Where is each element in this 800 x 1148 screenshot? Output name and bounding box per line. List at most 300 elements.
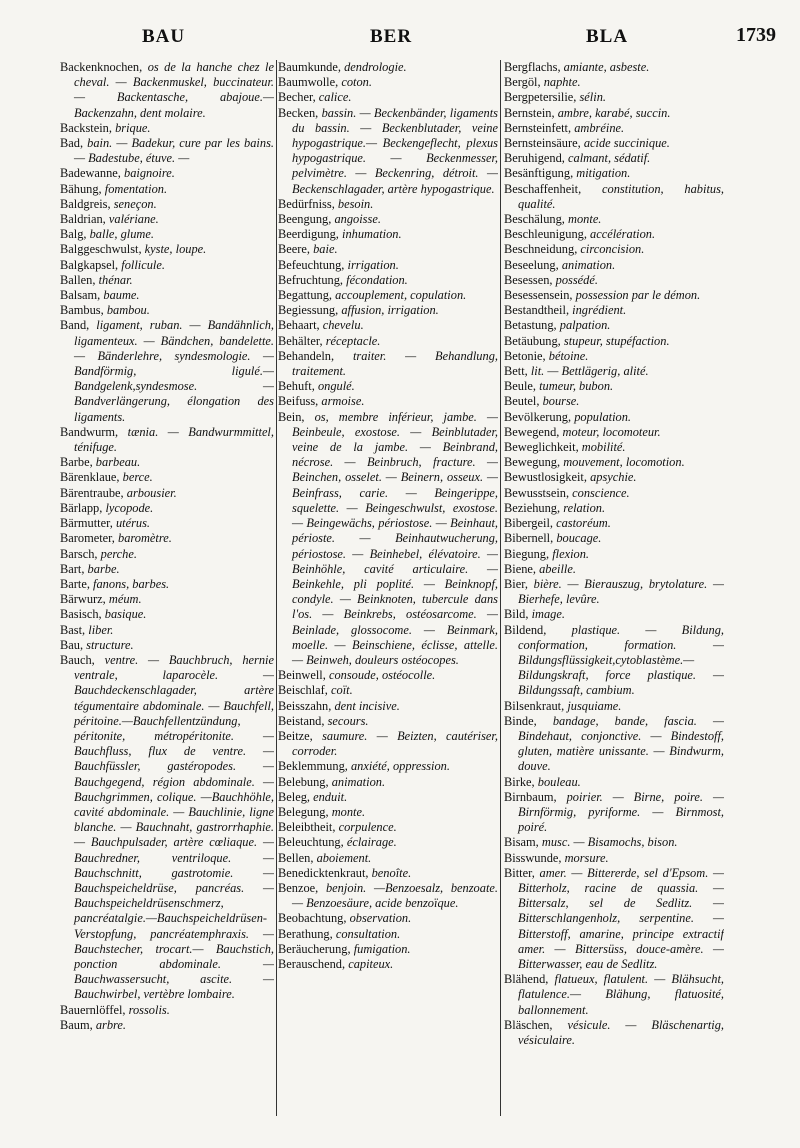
- entry-translation: mobilité.: [581, 440, 626, 455]
- entry-translation: irrigation.: [347, 257, 399, 272]
- entry-translation: possédé.: [555, 272, 598, 287]
- entry-translation: musc. — Bisamochs, bison.: [541, 835, 678, 850]
- dictionary-entry: [504, 106, 724, 121]
- entry-headword: Bau,: [60, 637, 84, 652]
- entry-headword: Bevölkerung,: [504, 409, 572, 424]
- entry-headword: Beistand,: [278, 713, 325, 728]
- dictionary-entry: [504, 303, 724, 318]
- entry-headword: Baldgreis,: [60, 196, 111, 211]
- entry-translation: bouleau.: [537, 774, 581, 789]
- dictionary-entry: [60, 121, 274, 136]
- entry-translation: bain. — Badekur, cure par les bains. — Badestube, étuve. —: [74, 136, 274, 166]
- entry-translation: traiter. — Behandlung, traitement.: [292, 348, 498, 379]
- dictionary-entry: [60, 501, 274, 516]
- dictionary-entry: [504, 714, 724, 775]
- guide-word-right: BLA: [586, 26, 629, 47]
- dictionary-entry: [278, 790, 498, 805]
- entry-translation: baromètre.: [118, 531, 172, 546]
- entry-translation: méum.: [108, 592, 142, 607]
- entry-headword: Baum,: [60, 1017, 93, 1032]
- entry-headword: Bernsteinfett,: [504, 120, 572, 135]
- entry-headword: Balsam,: [60, 288, 101, 303]
- dictionary-entry: [60, 638, 274, 653]
- entry-translation: inhumation.: [342, 227, 402, 242]
- entry-translation: fomentation.: [104, 181, 168, 196]
- dictionary-entry: [60, 212, 274, 227]
- entry-translation: baume.: [103, 288, 140, 303]
- dictionary-entry: [504, 121, 724, 136]
- dictionary-entry: [278, 258, 498, 273]
- dictionary-entry: [504, 136, 724, 151]
- entry-translation: brique.: [115, 120, 151, 135]
- entry-translation: flatueux, flatulent. — Blähsucht, flatulence.— Blähung, flatuosité, ballonnement.: [518, 972, 724, 1017]
- entry-headword: Beule,: [504, 379, 536, 394]
- entry-translation: calmant, sédatif.: [568, 151, 651, 166]
- dictionary-entry: [504, 455, 724, 470]
- entry-headword: Befruchtung,: [278, 272, 344, 287]
- entry-translation: observation.: [349, 911, 412, 926]
- dictionary-entry: [278, 851, 498, 866]
- entry-headword: Behuft,: [278, 379, 315, 394]
- entry-translation: poirier. — Birne, poire. — Birnförmig, pyriforme. — Birnmost, poiré.: [518, 789, 724, 835]
- dictionary-entry: [504, 851, 724, 866]
- dictionary-entry: [504, 166, 724, 181]
- dictionary-entry: [504, 349, 724, 364]
- entry-headword: Bauch,: [60, 652, 95, 667]
- entry-translation: benjoin. —Benzoesalz, benzoate. — Benzoesäure, acide benzoïque.: [292, 880, 498, 911]
- entry-headword: Behaart,: [278, 318, 320, 333]
- entry-headword: Besänftigung,: [504, 166, 574, 181]
- dictionary-entry: [504, 410, 724, 425]
- entry-headword: Betonie,: [504, 348, 546, 363]
- dictionary-entry: [504, 531, 724, 546]
- dictionary-entry: [504, 258, 724, 273]
- dictionary-entry: [504, 227, 724, 242]
- entry-headword: Becher,: [278, 90, 316, 105]
- dictionary-entry: [278, 303, 498, 318]
- running-header: [0, 26, 800, 56]
- entry-translation: affusion, irrigation.: [341, 303, 439, 318]
- entry-translation: bassin. — Beckenbänder, ligaments du bassin. — Beckenblutader, veine hypogastrique.— Beckengeflecht, plexus hypogastrique. — Beckenmesser, pelvimètre. — Beckenring, détroit. — Beckenschlagader, artère hypogastrique.: [292, 105, 498, 196]
- entry-headword: Belebung,: [278, 774, 329, 789]
- dictionary-entry: [60, 470, 274, 485]
- dictionary-entry: [278, 197, 498, 212]
- entry-headword: Begattung,: [278, 288, 333, 303]
- dictionary-entry: [504, 623, 724, 699]
- column-divider: [500, 60, 501, 1116]
- entry-headword: Balggeschwulst,: [60, 242, 142, 257]
- entry-translation: baignoire.: [124, 166, 175, 181]
- entry-translation: balle, glume.: [89, 227, 154, 242]
- entry-headword: Bauernlöffel,: [60, 1002, 126, 1017]
- dictionary-entry: [60, 455, 274, 470]
- dictionary-entry: [504, 379, 724, 394]
- page-number: 1739: [736, 24, 776, 46]
- entry-translation: secours.: [327, 713, 369, 728]
- dictionary-entry: [60, 60, 274, 121]
- entry-translation: boucage.: [556, 531, 602, 546]
- dictionary-entry: [278, 714, 498, 729]
- entry-headword: Beleuchtung,: [278, 835, 344, 850]
- dictionary-entry: [278, 60, 498, 75]
- entry-headword: Beschälung,: [504, 212, 565, 227]
- dictionary-entry: [504, 547, 724, 562]
- entry-headword: Bewusstsein,: [504, 485, 570, 500]
- entry-headword: Beschaffenheit,: [504, 181, 582, 196]
- dictionary-entry: [504, 790, 724, 836]
- dictionary-entry: [60, 1003, 274, 1018]
- dictionary-entry: [278, 242, 498, 257]
- dictionary-entry: [278, 394, 498, 409]
- entry-translation: seneçon.: [113, 196, 157, 211]
- entry-translation: castoréum.: [556, 516, 611, 531]
- entry-headword: Beengung,: [278, 212, 332, 227]
- dictionary-entry: [60, 623, 274, 638]
- entry-translation: vésicule. — Bläschenartig, vésiculaire.: [518, 1017, 724, 1047]
- entry-translation: valériane.: [108, 212, 159, 227]
- entry-headword: Baumkunde,: [278, 60, 341, 74]
- entry-translation: monte.: [331, 804, 366, 819]
- dictionary-entry: [60, 273, 274, 288]
- entry-translation: naphte.: [543, 75, 581, 90]
- column-2: [278, 60, 498, 1130]
- dictionary-entry: [60, 562, 274, 577]
- dictionary-entry: [278, 759, 498, 774]
- entry-headword: Bärlapp,: [60, 500, 103, 515]
- entry-headword: Beseelung,: [504, 257, 559, 272]
- entry-headword: Barsch,: [60, 546, 98, 561]
- entry-translation: berce.: [122, 470, 153, 485]
- entry-headword: Besessensein,: [504, 288, 573, 303]
- entry-headword: Beischlaf,: [278, 683, 328, 698]
- dictionary-entry: [504, 394, 724, 409]
- entry-headword: Barbe,: [60, 455, 93, 470]
- entry-headword: Blähend,: [504, 972, 549, 987]
- entry-translation: barbe.: [87, 561, 120, 576]
- dictionary-entry: [278, 866, 498, 881]
- dictionary-entry: [60, 607, 274, 622]
- dictionary-entry: [504, 182, 724, 212]
- entry-translation: population.: [574, 409, 632, 424]
- entry-headword: Biene,: [504, 561, 536, 576]
- entry-headword: Beisszahn,: [278, 698, 332, 713]
- dictionary-entry: [60, 166, 274, 181]
- entry-headword: Beräucherung,: [278, 941, 351, 956]
- dictionary-entry: [504, 151, 724, 166]
- entry-translation: basique.: [104, 607, 147, 622]
- entry-headword: Barometer,: [60, 531, 115, 546]
- entry-translation: tænia. — Bandwurmmittel, ténifuge.: [74, 424, 274, 455]
- dictionary-entry: [278, 805, 498, 820]
- dictionary-entry: [60, 653, 274, 1003]
- entry-translation: fumigation.: [353, 941, 411, 956]
- dictionary-entry: [278, 379, 498, 394]
- entry-translation: bière. — Bierauszug, brytolature. — Bierhefe, levûre.: [518, 576, 724, 607]
- entry-translation: bandage, bande, fascia. — Bindehaut, conjonctive. — Bindestoff, gluten, matière unissante. — Bindwurm, douve.: [518, 713, 724, 774]
- entry-translation: bourse.: [542, 394, 580, 409]
- entry-translation: besoin.: [337, 196, 374, 211]
- dictionary-entry: [60, 288, 274, 303]
- entry-translation: monte.: [568, 212, 602, 227]
- entry-translation: armoise.: [321, 394, 365, 409]
- entry-headword: Beziehung,: [504, 500, 561, 515]
- entry-translation: benoîte.: [371, 865, 412, 880]
- entry-translation: angoisse.: [334, 212, 381, 227]
- entry-translation: sélin.: [579, 90, 606, 105]
- dictionary-entry: [504, 334, 724, 349]
- entry-headword: Bewustlosigkeit,: [504, 470, 587, 485]
- entry-headword: Bild,: [504, 607, 529, 622]
- dictionary-entry: [504, 699, 724, 714]
- dictionary-entry: [504, 75, 724, 90]
- entry-translation: arbousier.: [126, 485, 177, 500]
- entry-headword: Beklemmung,: [278, 759, 348, 774]
- dictionary-entry: [60, 136, 274, 166]
- entry-headword: Binde,: [504, 713, 537, 728]
- entry-translation: amiante, asbeste.: [563, 60, 650, 74]
- entry-translation: éclairage.: [346, 835, 397, 850]
- entry-headword: Beleibtheit,: [278, 820, 336, 835]
- entry-translation: lycopode.: [105, 500, 154, 515]
- entry-headword: Bett,: [504, 364, 528, 379]
- entry-headword: Bewegung,: [504, 455, 561, 470]
- entry-headword: Behandeln,: [278, 348, 335, 363]
- entry-translation: ligament, ruban. — Bandähnlich, ligamenteux. — Bändchen, bandelette. — Bänderlehre, syndesmologie. — Bandförmig, ligulé.—Bandgelenk,syndesmose. — Bandverlängerung, élongation des ligaments.: [74, 318, 274, 424]
- dictionary-entry: [278, 227, 498, 242]
- entry-translation: palpation.: [559, 318, 611, 333]
- entry-translation: ventre. — Bauchbruch, hernie ventrale, laparocèle. — Bauchdeckenschlagader, artère tégumentaire abdominale. — Bauchfell, péritoine.—Bauchfellentzündung, péritonite, métropéritonite. — Bauchfluss, flux de ventre. — Bauchfüssler, gastéropodes. — Bauchgegend, région abdominale. — Bauchgrimmen, colique. —Bauchhöhle, cavité abdominale. — Bauchlinie, ligne blanche. — Bauchnaht, gastrorrhaphie. — Bauchpulsader, artère cœliaque. — Bauchredner, ventriloque. — Bauchschnitt, gastrotomie. — Bauchspeicheldrüse, pancréas. — Bauchspeicheldrüsenschmerz, pancréatalgie.—Bauchspeicheldrüsen-Verstopfung, pancréatemphraxis. — Bauchstecher, trocart.— Bauchstich, ponction abdominale. — Bauchwassersucht, ascite. — Bauchwirbel, vertèbre lombaire.: [74, 652, 274, 1002]
- dictionary-entry: [504, 212, 724, 227]
- entry-translation: follicule.: [121, 257, 165, 272]
- dictionary-entry: [60, 516, 274, 531]
- entry-headword: Ballen,: [60, 272, 96, 287]
- entry-headword: Bernsteinsäure,: [504, 136, 581, 151]
- entry-headword: Balgkapsel,: [60, 257, 119, 272]
- entry-translation: animation.: [331, 774, 386, 789]
- entry-headword: Bibergeil,: [504, 516, 553, 531]
- entry-translation: ingrédient.: [572, 303, 627, 318]
- entry-translation: tumeur, bubon.: [539, 379, 614, 394]
- column-divider: [276, 60, 277, 1116]
- entry-translation: dent incisive.: [334, 698, 400, 713]
- entry-translation: ongulé.: [317, 379, 355, 394]
- entry-headword: Backstein,: [60, 120, 112, 135]
- dictionary-entry: [60, 1018, 274, 1033]
- entry-headword: Berathung,: [278, 926, 333, 941]
- entry-translation: corpulence.: [338, 820, 397, 835]
- dictionary-entry: [60, 258, 274, 273]
- dictionary-entry: [504, 501, 724, 516]
- dictionary-entry: [278, 820, 498, 835]
- entry-headword: Bisam,: [504, 835, 539, 850]
- entry-headword: Bast,: [60, 622, 86, 637]
- entry-translation: accouplement, copulation.: [335, 288, 467, 303]
- dictionary-entry: [278, 90, 498, 105]
- entry-translation: bétoine.: [548, 348, 589, 363]
- dictionary-entry: [278, 212, 498, 227]
- entry-headword: Bläschen,: [504, 1017, 553, 1032]
- dictionary-entry: [278, 775, 498, 790]
- entry-translation: arbre.: [95, 1017, 126, 1032]
- entry-translation: fanons, barbes.: [93, 576, 170, 591]
- dictionary-entry: [504, 364, 724, 379]
- dictionary-entry: [504, 288, 724, 303]
- dictionary-entry: [278, 273, 498, 288]
- entry-headword: Behälter,: [278, 333, 323, 348]
- entry-headword: Benedicktenkraut,: [278, 865, 369, 880]
- entry-translation: saumure. — Beizten, cautériser, corroder.: [292, 728, 498, 759]
- entry-headword: Bärenklaue,: [60, 470, 120, 485]
- entry-translation: baie.: [313, 242, 338, 257]
- entry-translation: accélération.: [590, 227, 656, 242]
- column-3: [504, 60, 724, 1130]
- dictionary-entry: [504, 562, 724, 577]
- entry-translation: abeille.: [539, 561, 576, 576]
- dictionary-entry: [278, 835, 498, 850]
- entry-headword: Beschneidung,: [504, 242, 578, 257]
- entry-translation: possession par le démon.: [575, 288, 701, 303]
- entry-headword: Biegung,: [504, 546, 550, 561]
- entry-translation: calice.: [318, 90, 352, 105]
- dictionary-entry: [278, 75, 498, 90]
- entry-translation: consultation.: [335, 926, 401, 941]
- dictionary-entry: [504, 972, 724, 1018]
- entry-headword: Bildend,: [504, 622, 547, 637]
- entry-translation: mouvement, locomotion.: [563, 455, 685, 470]
- entry-headword: Beschleunigung,: [504, 227, 587, 242]
- entry-translation: chevelu.: [322, 318, 364, 333]
- entry-headword: Bisswunde,: [504, 850, 562, 865]
- entry-headword: Basisch,: [60, 607, 102, 622]
- dictionary-entry: [504, 775, 724, 790]
- entry-headword: Bitter,: [504, 865, 535, 880]
- entry-translation: acide succinique.: [583, 136, 670, 151]
- entry-headword: Beifuss,: [278, 394, 319, 409]
- dictionary-entry: [504, 577, 724, 607]
- entry-translation: amer. — Bittererde, sel d'Epsom. — Bitterholz, racine de quassia. — Bittersalz, sel de Sedlitz. — Bitterschlangenholz, serpentine. — Bitterstoff, amarine, principe extractif amer. — Bittersüss, douce-amère. — Bitterwasser, eau de Sedlitz.: [518, 865, 724, 971]
- dictionary-entry: [278, 683, 498, 698]
- entry-headword: Birnbaum,: [504, 789, 557, 804]
- entry-headword: Barte,: [60, 576, 90, 591]
- entry-headword: Bernstein,: [504, 105, 555, 120]
- entry-headword: Bergpetersilie,: [504, 90, 577, 105]
- entry-headword: Bad,: [60, 136, 84, 151]
- dictionary-entry: [504, 425, 724, 440]
- dictionary-entry: [504, 440, 724, 455]
- entry-translation: lit. — Bettlägerig, alité.: [530, 364, 649, 379]
- entry-headword: Bergöl,: [504, 75, 541, 90]
- dictionary-entry: [60, 227, 274, 242]
- entry-headword: Beutel,: [504, 394, 540, 409]
- entry-headword: Beinwell,: [278, 668, 326, 683]
- entry-translation: jusquiame.: [567, 698, 622, 713]
- dictionary-entry: [504, 60, 724, 75]
- entry-headword: Befeuchtung,: [278, 257, 345, 272]
- entry-translation: image.: [531, 607, 565, 622]
- dictionary-entry: [504, 835, 724, 850]
- dictionary-entry: [278, 334, 498, 349]
- entry-translation: capiteux.: [348, 956, 394, 971]
- dictionary-entry: [60, 182, 274, 197]
- entry-translation: ambre, karabé, succin.: [557, 105, 671, 120]
- dictionary-entry: [504, 516, 724, 531]
- dictionary-entry: [60, 425, 274, 455]
- entry-headword: Bähung,: [60, 181, 102, 196]
- entry-translation: stupeur, stupéfaction.: [563, 333, 670, 348]
- entry-translation: os, membre inférieur, jambe. — Beinbeule, exostose. — Beinblutader, veine de la jambe. — Beinbrand, nécrose. — Beinbruch, fracture. — Beinchen, osselet. — Beinern, osseux. — Beinfrass, carie. — Beingerippe, squelette. — Beingeschwulst, exostose. — Beingewächs, périostose. — Beinhaut, périoste. — Beinhautwucherung, périostose. — Beinhebel, élévatoire. — Beinhöhle, cavité articulaire. — Beinkehle, pli poplité. — Beinknopf, condyle. — Beinknoten, tubercule dans l'os. — Beinkrebs, ostéosarcome. — Beinlade, glossocome. — Beinmark, moelle. — Beinschiene, éclisse, attelle. — Beinweh, douleurs ostéocopes.: [292, 409, 498, 667]
- dictionary-entry: [504, 242, 724, 257]
- entry-translation: rossolis.: [128, 1002, 170, 1017]
- entry-headword: Badewanne,: [60, 166, 121, 181]
- entry-translation: moteur, locomoteur.: [562, 424, 661, 439]
- entry-translation: mitigation.: [576, 166, 631, 181]
- entry-translation: ambréine.: [574, 120, 625, 135]
- entry-translation: consoude, ostéocolle.: [328, 668, 436, 683]
- dictionary-entry: [504, 318, 724, 333]
- entry-headword: Bärmutter,: [60, 516, 113, 531]
- dictionary-entry: [504, 486, 724, 501]
- dictionary-entry: [278, 288, 498, 303]
- entry-translation: thénar.: [98, 272, 133, 287]
- entry-translation: plastique. — Bildung, conformation, formation. — Bildungsflüssigkeit,cytoblastème.— Bildungskraft, force plastique. — Bildungssaft, cambium.: [518, 622, 724, 698]
- dictionary-entry: [278, 911, 498, 926]
- entry-translation: animation.: [561, 257, 616, 272]
- entry-translation: os de la hanche chez le cheval. — Backenmuskel, buccinateur. — Backentasche, abajoue.—Backenzahn, dent molaire.: [74, 60, 274, 120]
- dictionary-entry: [60, 318, 274, 424]
- entry-translation: constitution, habitus, qualité.: [518, 181, 724, 211]
- entry-translation: utérus.: [115, 516, 151, 531]
- dictionary-entry: [60, 547, 274, 562]
- entry-headword: Betäubung,: [504, 333, 561, 348]
- dictionary-entry: [278, 729, 498, 759]
- entry-headword: Becken,: [278, 105, 319, 120]
- entry-headword: Belegung,: [278, 804, 329, 819]
- entry-headword: Bestandtheil,: [504, 303, 570, 318]
- entry-translation: anxiété, oppression.: [350, 759, 450, 774]
- entry-translation: fécondation.: [346, 272, 408, 287]
- dictionary-entry: [60, 242, 274, 257]
- dictionary-entry: [504, 607, 724, 622]
- entry-translation: dendrologie.: [344, 60, 407, 74]
- entry-translation: morsure.: [564, 850, 609, 865]
- entry-headword: Bewegend,: [504, 424, 560, 439]
- entry-translation: circoncision.: [580, 242, 645, 257]
- dictionary-entry: [278, 957, 498, 972]
- dictionary-entry: [504, 90, 724, 105]
- entry-headword: Beleg,: [278, 789, 310, 804]
- dictionary-entry: [504, 273, 724, 288]
- dictionary-entry: [278, 699, 498, 714]
- entry-translation: coït.: [331, 683, 353, 698]
- dictionary-entry: [504, 470, 724, 485]
- dictionary-entry: [60, 303, 274, 318]
- entry-translation: bambou.: [106, 303, 150, 318]
- entry-translation: structure.: [86, 637, 134, 652]
- entry-headword: Besessen,: [504, 272, 553, 287]
- entry-translation: flexion.: [552, 546, 590, 561]
- entry-translation: conscience.: [572, 485, 630, 500]
- entry-headword: Beruhigend,: [504, 151, 565, 166]
- entry-translation: kyste, loupe.: [144, 242, 207, 257]
- entry-translation: réceptacle.: [325, 333, 381, 348]
- dictionary-entry: [278, 942, 498, 957]
- entry-headword: Balg,: [60, 227, 87, 242]
- entry-headword: Beitze,: [278, 728, 313, 743]
- entry-headword: Bärentraube,: [60, 485, 124, 500]
- entry-headword: Beere,: [278, 242, 310, 257]
- dictionary-entry: [278, 318, 498, 333]
- dictionary-entry: [60, 592, 274, 607]
